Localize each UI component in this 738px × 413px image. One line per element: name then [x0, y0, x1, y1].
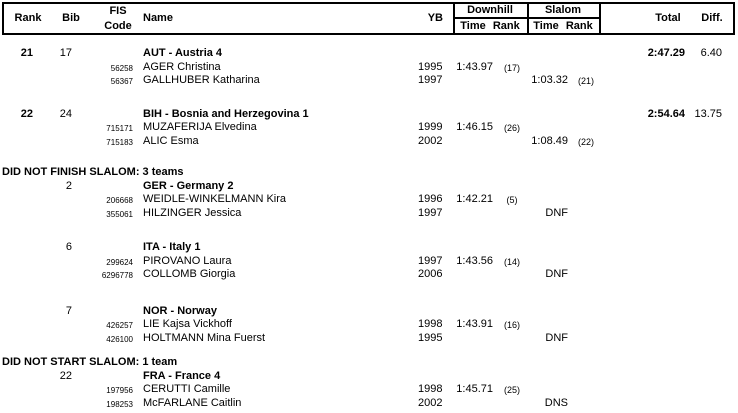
team-block-nor	[0, 305, 738, 346]
yb-cell: 2002	[418, 134, 443, 147]
slalom-time-cell: 1:08.49	[531, 134, 568, 147]
yb-cell: 2002	[418, 396, 443, 409]
downhill-rank-cell: (14)	[503, 256, 520, 267]
team-row	[0, 47, 738, 61]
fis-code-cell: 206668	[106, 196, 133, 205]
athlete-row	[0, 332, 738, 346]
yb-cell: 1996	[418, 193, 443, 205]
athlete-name: LIE Kajsa Vickhoff	[143, 318, 232, 330]
team-row	[0, 370, 738, 384]
athlete-name: McFARLANE Caitlin	[143, 396, 242, 409]
section-title-dnf-slalom: DID NOT FINISH SLALOM: 3 teams	[2, 166, 184, 178]
team-name: FRA - France 4	[143, 369, 221, 382]
athlete-row	[0, 74, 738, 88]
bib-cell: 6	[65, 241, 72, 253]
yb-cell: 1995	[418, 60, 443, 73]
fis-code-cell: 426257	[106, 321, 133, 330]
team-block-ita	[0, 241, 738, 282]
fis-code-cell: 426100	[106, 334, 133, 344]
athlete-name: CERUTTI Camille	[143, 383, 231, 395]
downhill-rank-cell: (26)	[503, 123, 520, 133]
downhill-time-cell: 1:46.15	[456, 121, 493, 133]
fis-code-cell: 198253	[106, 399, 133, 409]
team-row	[0, 305, 738, 319]
team-name: NOR - Norway	[143, 304, 217, 317]
athlete-name: GALLHUBER Katharina	[143, 74, 260, 86]
bib-cell: 22	[59, 369, 72, 382]
rank-cell: 21	[20, 47, 33, 59]
slalom-status-cell: DNF	[545, 206, 568, 219]
athlete-name: MUZAFERIJA Elvedina	[143, 121, 257, 133]
diff-cell: 6.40	[700, 47, 722, 59]
downhill-rank-cell: (25)	[503, 385, 520, 395]
downhill-rank-cell: (16)	[503, 320, 520, 330]
slalom-time-cell: 1:03.32	[531, 74, 568, 86]
team-block-ger	[0, 180, 738, 221]
column-header-diff: Diff.	[701, 12, 723, 24]
athlete-row	[0, 135, 738, 149]
yb-cell: 1999	[418, 121, 443, 133]
fis-code-cell: 197956	[106, 386, 133, 395]
column-header-downhill: Downhill	[467, 4, 513, 16]
athlete-row	[0, 255, 738, 269]
slalom-status-cell: DNS	[544, 396, 568, 409]
rank-cell: 22	[20, 107, 33, 120]
yb-cell: 1997	[418, 74, 443, 86]
downhill-time-cell: 1:43.97	[456, 60, 493, 73]
column-header-downhill-time-rank: Time Rank	[460, 20, 520, 32]
team-name: GER - Germany 2	[143, 179, 234, 192]
athlete-row	[0, 193, 738, 207]
team-block-aut	[0, 47, 738, 88]
team-row	[0, 180, 738, 194]
bib-cell: 24	[59, 107, 72, 120]
column-header-fis-line1: FIS	[109, 5, 127, 17]
fis-code-cell: 715183	[106, 137, 133, 147]
bib-cell: 2	[65, 179, 72, 192]
fis-code-cell: 355061	[106, 209, 133, 219]
athlete-row	[0, 61, 738, 75]
bib-cell: 17	[59, 47, 72, 59]
fis-code-cell: 56367	[110, 77, 133, 86]
column-header-total: Total	[655, 12, 681, 24]
downhill-time-cell: 1:45.71	[456, 383, 493, 395]
athlete-name: HOLTMANN Mina Fuerst	[143, 331, 266, 344]
bib-cell: 7	[65, 304, 72, 317]
team-row	[0, 241, 738, 255]
athlete-row	[0, 318, 738, 332]
team-name: BIH - Bosnia and Herzegovina 1	[143, 107, 309, 120]
yb-cell: 1998	[418, 318, 443, 330]
downhill-time-cell: 1:43.91	[456, 318, 493, 330]
fis-code-cell: 6296778	[101, 271, 133, 280]
athlete-row	[0, 268, 738, 282]
downhill-rank-cell: (5)	[506, 195, 518, 205]
athlete-name: ALIC Esma	[143, 134, 199, 147]
slalom-rank-cell: (22)	[577, 136, 594, 147]
yb-cell: 1998	[418, 383, 443, 395]
team-block-bih	[0, 108, 738, 149]
athlete-name: HILZINGER Jessica	[143, 206, 242, 219]
athlete-name: COLLOMB Giorgia	[143, 268, 236, 280]
yb-cell: 1997	[418, 254, 443, 267]
yb-cell: 1995	[418, 331, 443, 344]
downhill-time-cell: 1:43.56	[456, 254, 493, 267]
team-name: AUT - Austria 4	[143, 47, 223, 59]
fis-code-cell: 56258	[110, 63, 133, 73]
athlete-name: WEIDLE-WINKELMANN Kira	[143, 193, 287, 205]
athlete-row	[0, 397, 738, 411]
slalom-rank-cell: (21)	[577, 76, 594, 86]
athlete-row	[0, 121, 738, 135]
team-block-fra	[0, 370, 738, 411]
athlete-name: AGER Christina	[143, 60, 221, 73]
downhill-rank-cell: (17)	[503, 62, 520, 73]
athlete-row	[0, 207, 738, 221]
total-cell: 2:47.29	[647, 47, 685, 59]
column-header-bib: Bib	[62, 12, 80, 24]
athlete-name: PIROVANO Laura	[143, 254, 232, 267]
team-name: ITA - Italy 1	[143, 241, 201, 253]
fis-code-cell: 715171	[106, 124, 133, 133]
diff-cell: 13.75	[694, 107, 722, 120]
athlete-row	[0, 383, 738, 397]
section-title-dns-slalom: DID NOT START SLALOM: 1 team	[2, 356, 178, 368]
column-header-yb: YB	[427, 12, 443, 24]
column-header-fis-line2: Code	[104, 19, 132, 32]
column-header-slalom: Slalom	[544, 4, 582, 16]
slalom-status-cell: DNF	[545, 268, 568, 280]
slalom-status-cell: DNF	[545, 331, 568, 344]
column-header-slalom-time-rank: Time Rank	[533, 20, 593, 32]
downhill-time-cell: 1:42.21	[456, 193, 493, 205]
column-header-name: Name	[143, 12, 173, 24]
total-cell: 2:54.64	[647, 107, 685, 120]
fis-code-cell: 299624	[106, 257, 133, 267]
yb-cell: 2006	[418, 268, 443, 280]
yb-cell: 1997	[418, 206, 443, 219]
column-header-rank: Rank	[14, 12, 42, 24]
team-row	[0, 108, 738, 122]
